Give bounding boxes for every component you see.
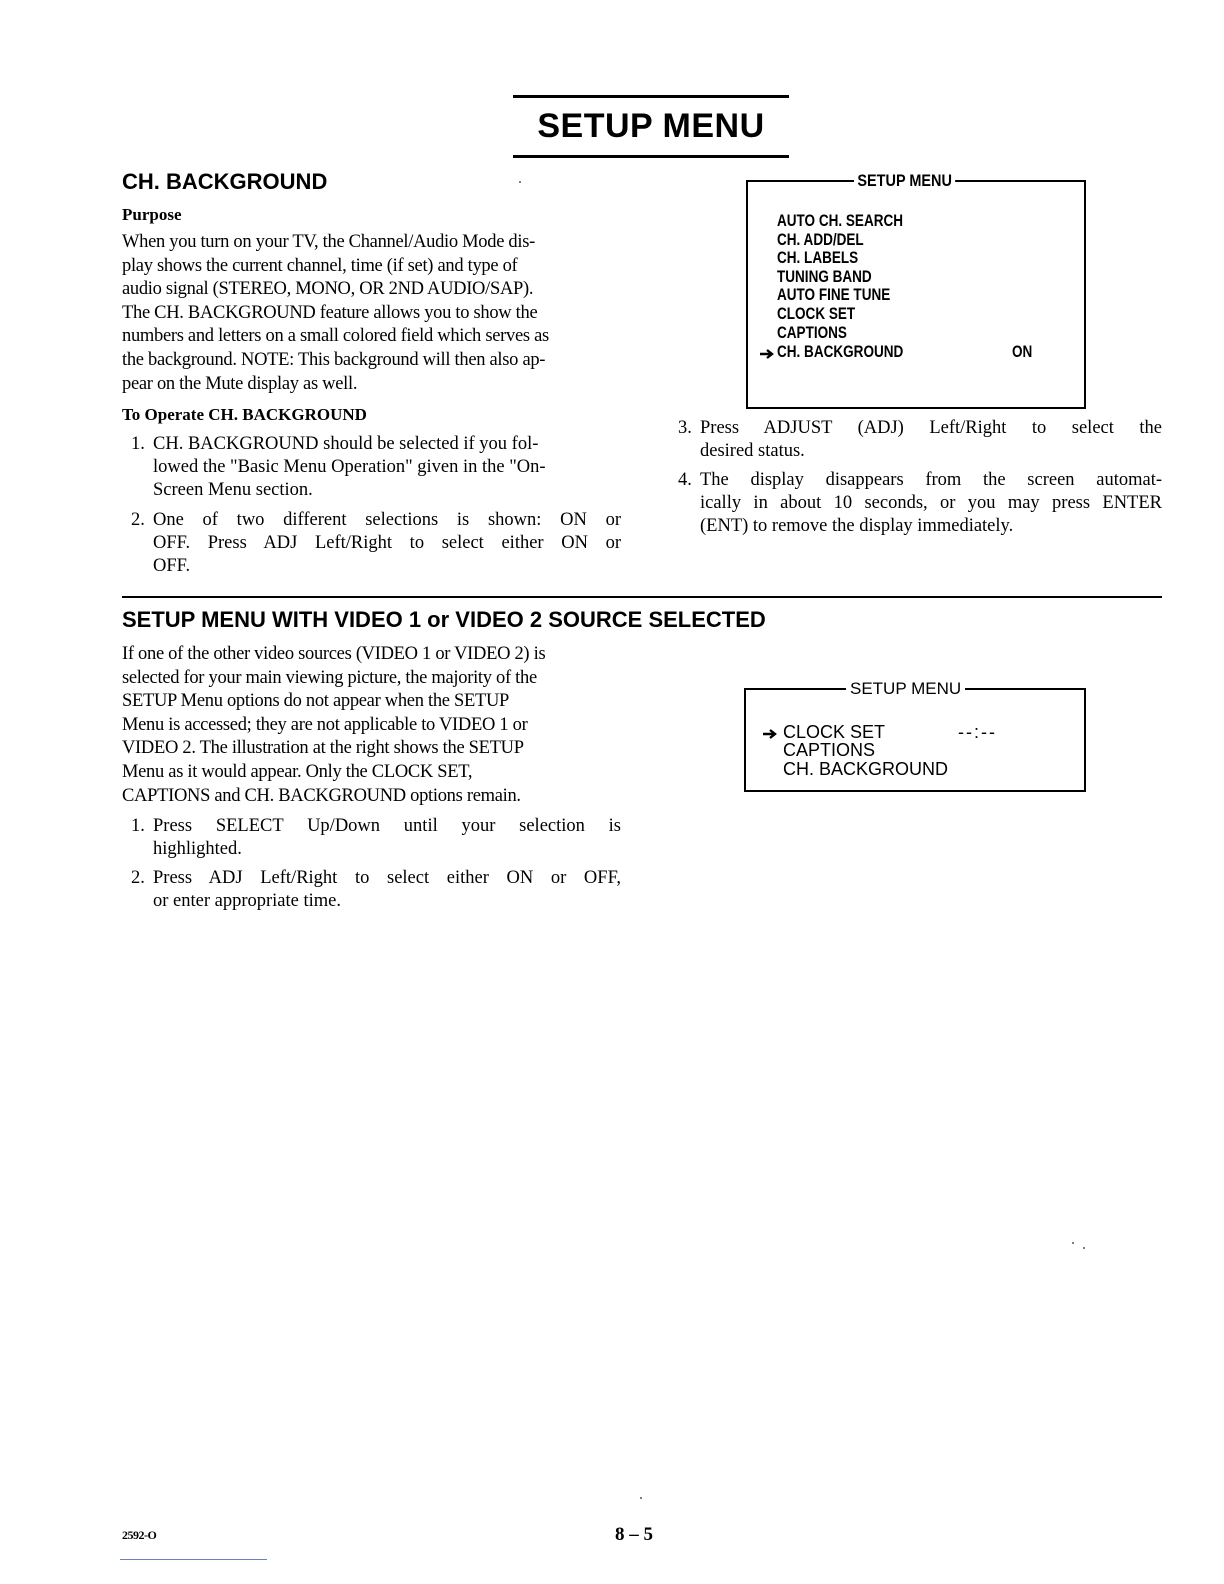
purpose-line: numbers and letters on a small colored field which serves as bbox=[122, 326, 549, 347]
scan-speck bbox=[1072, 1242, 1074, 1244]
footer-rule bbox=[120, 1559, 267, 1560]
step-line: Press ADJ Left/Right to select either ON or OFF, bbox=[153, 868, 621, 888]
step-number: 1. bbox=[131, 816, 145, 836]
purpose-line: pear on the Mute display as well. bbox=[122, 373, 358, 394]
ch-background-heading: CH. BACKGROUND bbox=[122, 169, 328, 194]
step-line: ically in about 10 seconds, or you may press ENTER bbox=[700, 493, 1162, 513]
menu-item-ch-labels: CH. LABELS bbox=[777, 249, 859, 267]
menu-item-clock-value: --:-- bbox=[958, 722, 997, 742]
step-line: The display disappears from the screen automat- bbox=[700, 470, 1162, 490]
section-divider bbox=[122, 596, 1162, 598]
document-code: 2592-O bbox=[122, 1528, 157, 1542]
menu-item-clock-set: CLOCK SET bbox=[777, 305, 856, 323]
setup-menu-title: SETUP MENU bbox=[854, 169, 955, 193]
step-line: Press ADJUST (ADJ) Left/Right to select the bbox=[700, 418, 1162, 438]
purpose-line: The CH. BACKGROUND feature allows you to show the bbox=[122, 302, 538, 323]
intro-line: Menu as it would appear. Only the CLOCK SET, bbox=[122, 761, 473, 782]
intro-line: If one of the other video sources (VIDEO 1 or VIDEO 2) is bbox=[122, 644, 546, 664]
menu-item-ch-background-value: ON bbox=[1012, 343, 1033, 361]
operate-heading: To Operate CH. BACKGROUND bbox=[122, 405, 367, 424]
step-line: or enter appropriate time. bbox=[153, 891, 341, 911]
menu-item-captions: CAPTIONS bbox=[777, 324, 847, 342]
menu-item-clock-set: CLOCK SET bbox=[783, 722, 886, 742]
video-source-heading: SETUP MENU WITH VIDEO 1 or VIDEO 2 SOURCE SELECTED bbox=[122, 607, 766, 632]
video-source-paragraph bbox=[122, 643, 622, 808]
page-title: SETUP MENU bbox=[537, 107, 765, 145]
step-line: (ENT) to remove the display immediately. bbox=[700, 516, 1014, 536]
menu-item-tuning-band: TUNING BAND bbox=[777, 268, 872, 286]
scan-speck bbox=[519, 181, 521, 183]
menu-item-captions: CAPTIONS bbox=[783, 740, 876, 760]
purpose-paragraph bbox=[122, 231, 622, 396]
step-line: lowed the "Basic Menu Operation" given in the "On- bbox=[153, 457, 546, 477]
purpose-line: audio signal (STEREO, MONO, OR 2ND AUDIO/SAP). bbox=[122, 279, 534, 300]
scan-speck bbox=[640, 1497, 642, 1499]
menu-item-ch-background: CH. BACKGROUND bbox=[783, 759, 949, 779]
step-item bbox=[131, 867, 621, 913]
step-number: 4. bbox=[678, 470, 692, 490]
title-rule-top bbox=[513, 95, 789, 98]
purpose-line: When you turn on your TV, the Channel/Audio Mode dis- bbox=[122, 232, 535, 252]
step-item bbox=[131, 509, 621, 578]
step-line: highlighted. bbox=[153, 839, 242, 859]
step-item bbox=[678, 469, 1162, 538]
step-item bbox=[131, 433, 621, 502]
intro-line: SETUP Menu options do not appear when the SETUP bbox=[122, 691, 510, 712]
scan-speck bbox=[1083, 1247, 1085, 1249]
purpose-heading: Purpose bbox=[122, 205, 182, 224]
step-number: 3. bbox=[678, 418, 692, 438]
step-number: 2. bbox=[131, 510, 145, 530]
selection-arrow-icon bbox=[759, 348, 775, 360]
step-line: CH. BACKGROUND should be selected if you fol- bbox=[153, 434, 539, 454]
intro-line: Menu is accessed; they are not applicable to VIDEO 1 or bbox=[122, 714, 528, 735]
menu-item-ch-background: CH. BACKGROUND bbox=[777, 343, 904, 361]
purpose-line: the background. NOTE: This background will then also ap- bbox=[122, 349, 546, 370]
setup-menu-title: SETUP MENU bbox=[846, 677, 965, 701]
step-item bbox=[678, 417, 1162, 463]
step-line: Screen Menu section. bbox=[153, 480, 313, 500]
intro-line: selected for your main viewing picture, the majority of the bbox=[122, 667, 537, 688]
selection-arrow-icon bbox=[762, 728, 778, 740]
menu-item-auto-fine-tune: AUTO FINE TUNE bbox=[777, 286, 891, 304]
step-line: OFF. Press ADJ Left/Right to select either ON or bbox=[153, 533, 621, 553]
title-rule-bottom bbox=[513, 155, 789, 158]
step-line: desired status. bbox=[700, 441, 805, 461]
menu-item-ch-add-del: CH. ADD/DEL bbox=[777, 231, 864, 249]
step-number: 1. bbox=[131, 434, 145, 454]
menu-item-auto-ch-search: AUTO CH. SEARCH bbox=[777, 212, 904, 230]
step-item bbox=[131, 815, 621, 861]
purpose-line: play shows the current channel, time (if set) and type of bbox=[122, 255, 518, 276]
step-line: Press SELECT Up/Down until your selection is bbox=[153, 816, 621, 836]
intro-line: CAPTIONS and CH. BACKGROUND options remain. bbox=[122, 785, 521, 806]
step-line: One of two different selections is shown: ON or bbox=[153, 510, 621, 530]
step-number: 2. bbox=[131, 868, 145, 888]
step-line: OFF. bbox=[153, 556, 191, 576]
intro-line: VIDEO 2. The illustration at the right shows the SETUP bbox=[122, 738, 524, 759]
page-number: 8 – 5 bbox=[615, 1524, 653, 1545]
